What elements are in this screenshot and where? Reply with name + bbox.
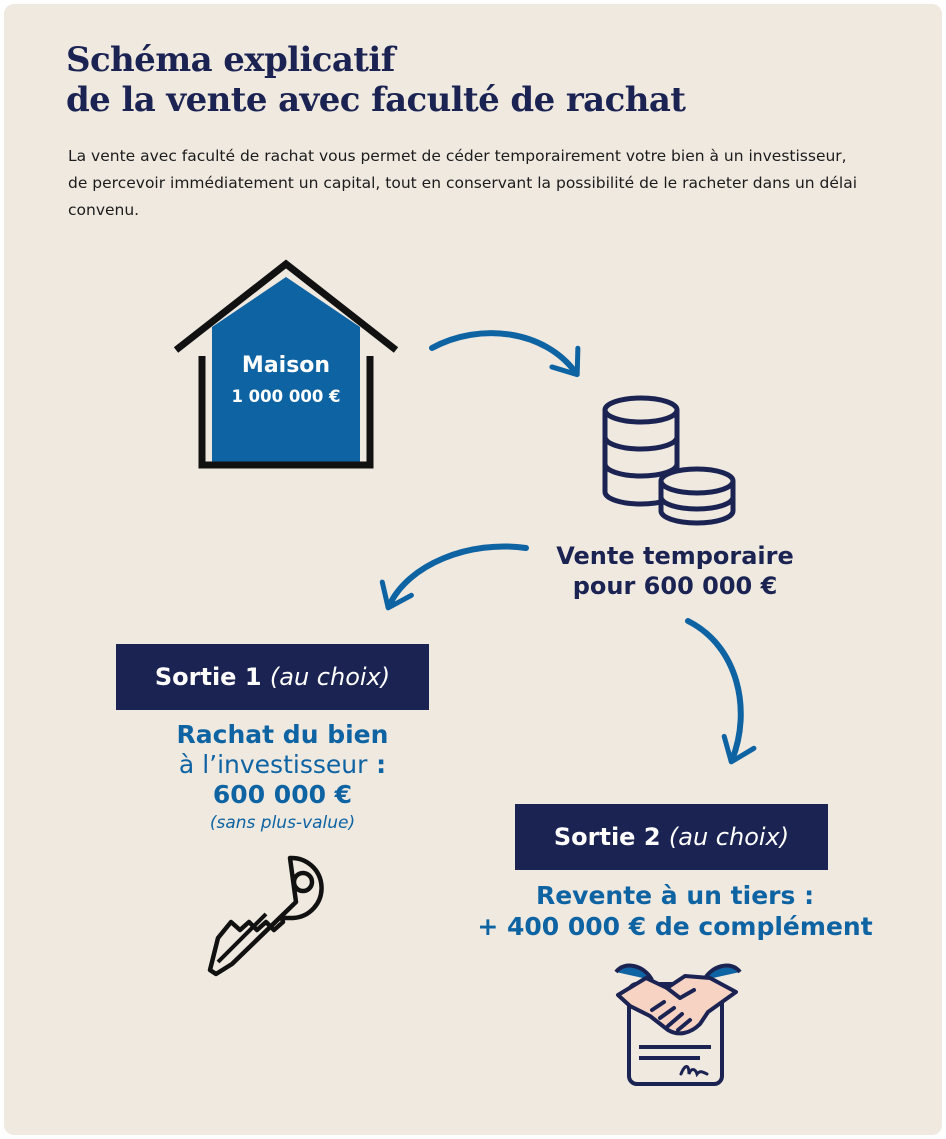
sortie-1-note: (au choix) (269, 663, 391, 691)
house-value: 1 000 000 € (231, 387, 341, 406)
sortie-1-line-2-colon: : (367, 750, 387, 779)
sortie-1-note-text: (sans plus-value) (209, 813, 356, 833)
title-line-2: de la vente avec faculté de rachat (66, 80, 686, 120)
title-line-1: Schéma explicatif (66, 40, 395, 80)
vente-line-1: Vente temporaire (556, 542, 794, 570)
sortie-1-line-2-text: à l’investisseur (178, 750, 368, 779)
vente-line-2: pour 600 000 € (572, 572, 778, 600)
sortie-1-line-1: Rachat du bien (176, 720, 389, 749)
sortie-2-description (470, 880, 880, 942)
sortie-2-label: Sortie 2 (553, 823, 661, 851)
sortie-2-line-1: Revente à un tiers : (535, 881, 815, 910)
sortie-2-note: (au choix) (668, 823, 790, 851)
curved-arrow-icon (389, 546, 526, 606)
coins-icon (605, 398, 733, 523)
key-icon (210, 858, 322, 974)
curved-arrow-icon (688, 621, 741, 760)
curved-arrow-icon (432, 333, 576, 373)
sortie-1-badge (116, 644, 429, 710)
house-label (212, 350, 360, 412)
sortie-1-amount: 600 000 € (212, 780, 353, 809)
sortie-2-line-2: + 400 000 € de complément (477, 912, 873, 941)
sortie-1-description (110, 720, 455, 836)
sortie-1-line-2 (110, 750, 455, 780)
vente-temporaire-text (520, 541, 830, 601)
intro-paragraph: La vente avec faculté de rachat vous permet de céder temporairement votre bien à un investisseur, de percevoir immédiatement un capital, tout en conservant la possibilité de le racheter dans un délai convenu. (68, 147, 858, 219)
sortie-2-badge (515, 804, 828, 870)
sortie-1-label: Sortie 1 (154, 663, 262, 691)
handshake-contract-icon (616, 966, 740, 1084)
house-name: Maison (241, 353, 331, 378)
